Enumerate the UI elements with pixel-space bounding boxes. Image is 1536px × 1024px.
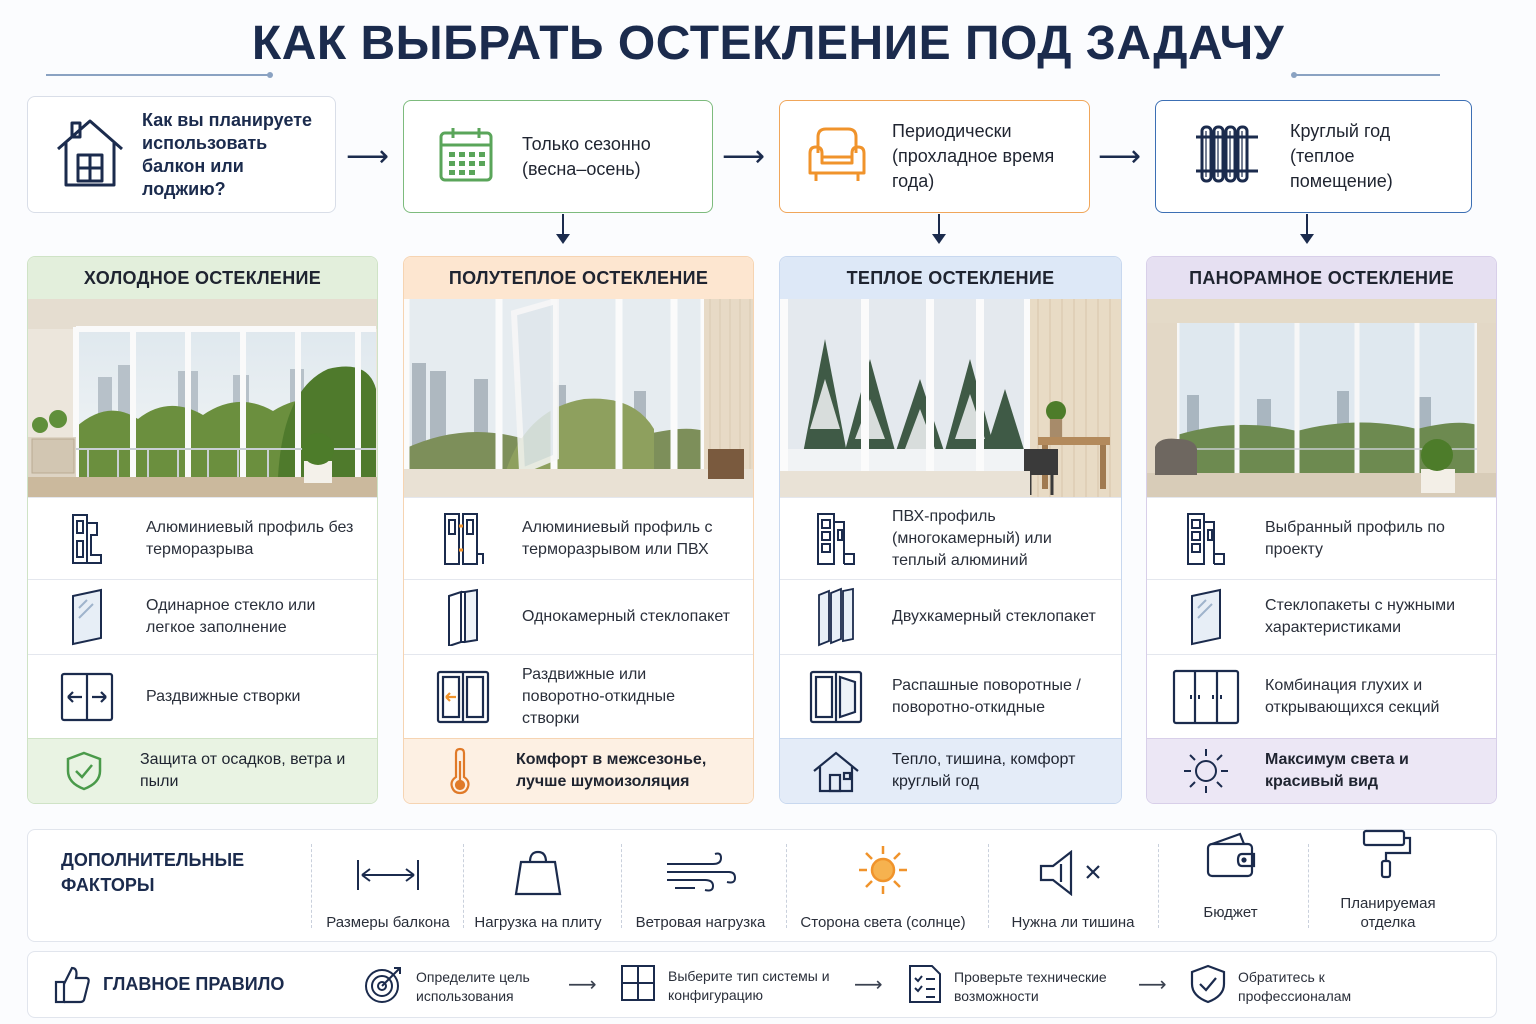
calendar-icon	[438, 125, 494, 188]
rule-step: Выберите тип системы и конфигурацию	[620, 964, 838, 1007]
column-panoramic	[1146, 256, 1497, 804]
arrow-right-icon: ⟶	[568, 974, 597, 996]
weight-icon	[513, 848, 563, 901]
arrow-right-icon: ⟶	[1138, 974, 1167, 996]
column-footer: Тепло, тишина, комфорт круглый год	[780, 738, 1121, 803]
single-chamber-icon	[404, 588, 522, 646]
step-seasonal-text: Только сезонно (весна–осень)	[522, 133, 651, 179]
home-icon	[780, 749, 892, 793]
feature-row: Распашные поворотные / поворотно-откидные	[780, 654, 1121, 738]
profile-icon	[1147, 510, 1265, 568]
step-seasonal[interactable]	[403, 100, 713, 213]
shield-check-icon	[28, 751, 140, 791]
arrow-down-icon	[562, 214, 564, 242]
feature-row: Двухкамерный стеклопакет	[780, 579, 1121, 654]
rule-step: Обратитесь к профессионалам	[1190, 964, 1378, 1009]
column-header: ХОЛОДНОЕ ОСТЕКЛЕНИЕ	[28, 257, 377, 299]
wallet-icon	[1206, 832, 1256, 883]
paint-roller-icon	[1362, 829, 1414, 884]
thermometer-icon	[404, 747, 516, 795]
photo-panoramic-balcony	[1147, 299, 1496, 497]
divider	[1158, 844, 1159, 928]
page-title: КАК ВЫБРАТЬ ОСТЕКЛЕНИЕ ПОД ЗАДАЧУ	[251, 17, 1285, 70]
column-footer: Комфорт в межсезонье, лучше шумоизоляция	[404, 738, 753, 803]
column-warm	[779, 256, 1122, 804]
title-decoration-right	[1294, 74, 1440, 76]
step-yearround[interactable]	[1155, 100, 1472, 213]
double-chamber-icon	[780, 587, 892, 647]
feature-row: Стеклопакеты с нужными характеристиками	[1147, 579, 1496, 654]
title-decoration-left	[46, 74, 270, 76]
feature-row: Раздвижные створки	[28, 654, 377, 738]
step-periodic[interactable]	[779, 100, 1090, 213]
glass-pane-icon	[28, 588, 146, 646]
feature-row: ПВХ-профиль (многокамерный) или теплый алюминий	[780, 497, 1121, 579]
dimensions-icon	[356, 858, 420, 897]
question-text: Как вы планируете использовать балкон или лоджию?	[142, 109, 313, 199]
column-header: ПОЛУТЕПЛОЕ ОСТЕКЛЕНИЕ	[404, 257, 753, 299]
step-yearround-text: Круглый год (теплое помещение)	[1290, 121, 1393, 191]
feature-row: Комбинация глухих и открывающихся секций	[1147, 654, 1496, 738]
profile-icon	[28, 511, 146, 567]
feature-row: Выбранный профиль по проекту	[1147, 497, 1496, 579]
main-rule-panel	[27, 951, 1497, 1018]
divider	[311, 844, 312, 928]
sliding-sash-icon	[28, 672, 146, 722]
checklist-icon	[908, 964, 942, 1009]
feature-row: Раздвижные или поворотно-откидные створки	[404, 654, 753, 738]
radiator-icon	[1194, 123, 1260, 190]
column-footer: Защита от осадков, ветра и пыли	[28, 738, 377, 803]
rule-step: Определите цель использования	[364, 964, 546, 1009]
factor-item: Бюджет	[1163, 830, 1298, 940]
profile-icon	[780, 510, 892, 568]
column-footer: Максимум света и красивый вид	[1147, 738, 1496, 803]
arrow-right-icon: ⟶	[1098, 140, 1142, 173]
factors-title: ДОПОЛНИТЕЛЬНЫЕ ФАКТОРЫ	[61, 850, 245, 895]
arrow-right-icon: ⟶	[722, 140, 766, 173]
sun-icon	[857, 844, 909, 901]
step-periodic-text: Периодически (прохладное время года)	[892, 121, 1055, 191]
arrow-right-icon: ⟶	[346, 140, 390, 173]
divider	[463, 844, 464, 928]
sliding-sash-icon	[404, 670, 522, 724]
rule-title: ГЛАВНОЕ ПРАВИЛО	[103, 974, 285, 994]
thumbs-up-icon	[54, 966, 90, 1009]
factor-item: Планируемая отделка	[1318, 830, 1458, 940]
arrow-down-icon	[938, 214, 940, 242]
feature-row: Алюминиевый профиль без терморазрыва	[28, 497, 377, 579]
speaker-mute-icon	[1039, 850, 1107, 901]
column-semiwarm	[403, 256, 754, 804]
column-header: ПАНОРАМНОЕ ОСТЕКЛЕНИЕ	[1147, 257, 1496, 299]
photo-cold-balcony	[28, 299, 377, 497]
column-cold	[27, 256, 378, 804]
factor-item: Ветровая нагрузка	[628, 830, 773, 940]
divider	[1308, 844, 1309, 928]
factor-item: Сторона света (солнце)	[798, 830, 968, 940]
additional-factors-panel	[27, 829, 1497, 942]
rule-step: Проверьте технические возможности	[908, 964, 1124, 1009]
feature-row: Алюминиевый профиль с терморазрывом или ПВХ	[404, 497, 753, 579]
factor-item: Нужна ли тишина	[1003, 830, 1143, 940]
arrow-right-icon: ⟶	[854, 974, 883, 996]
question-box	[27, 96, 336, 213]
casement-icon	[780, 670, 892, 724]
feature-row: Одинарное стекло или легкое заполнение	[28, 579, 377, 654]
armchair-icon	[806, 123, 868, 190]
wind-icon	[665, 852, 737, 901]
glass-pane-icon	[1147, 588, 1265, 646]
factor-item: Размеры балкона	[318, 830, 458, 940]
column-header: ТЕПЛОЕ ОСТЕКЛЕНИЕ	[780, 257, 1121, 299]
sun-outline-icon	[1147, 747, 1265, 795]
photo-warm-balcony	[780, 299, 1121, 497]
house-icon	[54, 115, 126, 194]
divider	[621, 844, 622, 928]
photo-semiwarm-balcony	[404, 299, 753, 497]
shield-check-icon	[1190, 964, 1226, 1009]
divider	[988, 844, 989, 928]
window-grid-icon	[620, 964, 656, 1007]
feature-row: Однокамерный стеклопакет	[404, 579, 753, 654]
factor-item: Нагрузка на плиту	[468, 830, 608, 940]
arrow-down-icon	[1306, 214, 1308, 242]
panorama-sections-icon	[1147, 669, 1265, 725]
divider	[786, 844, 787, 928]
profile-icon	[404, 510, 522, 568]
target-icon	[364, 964, 404, 1009]
